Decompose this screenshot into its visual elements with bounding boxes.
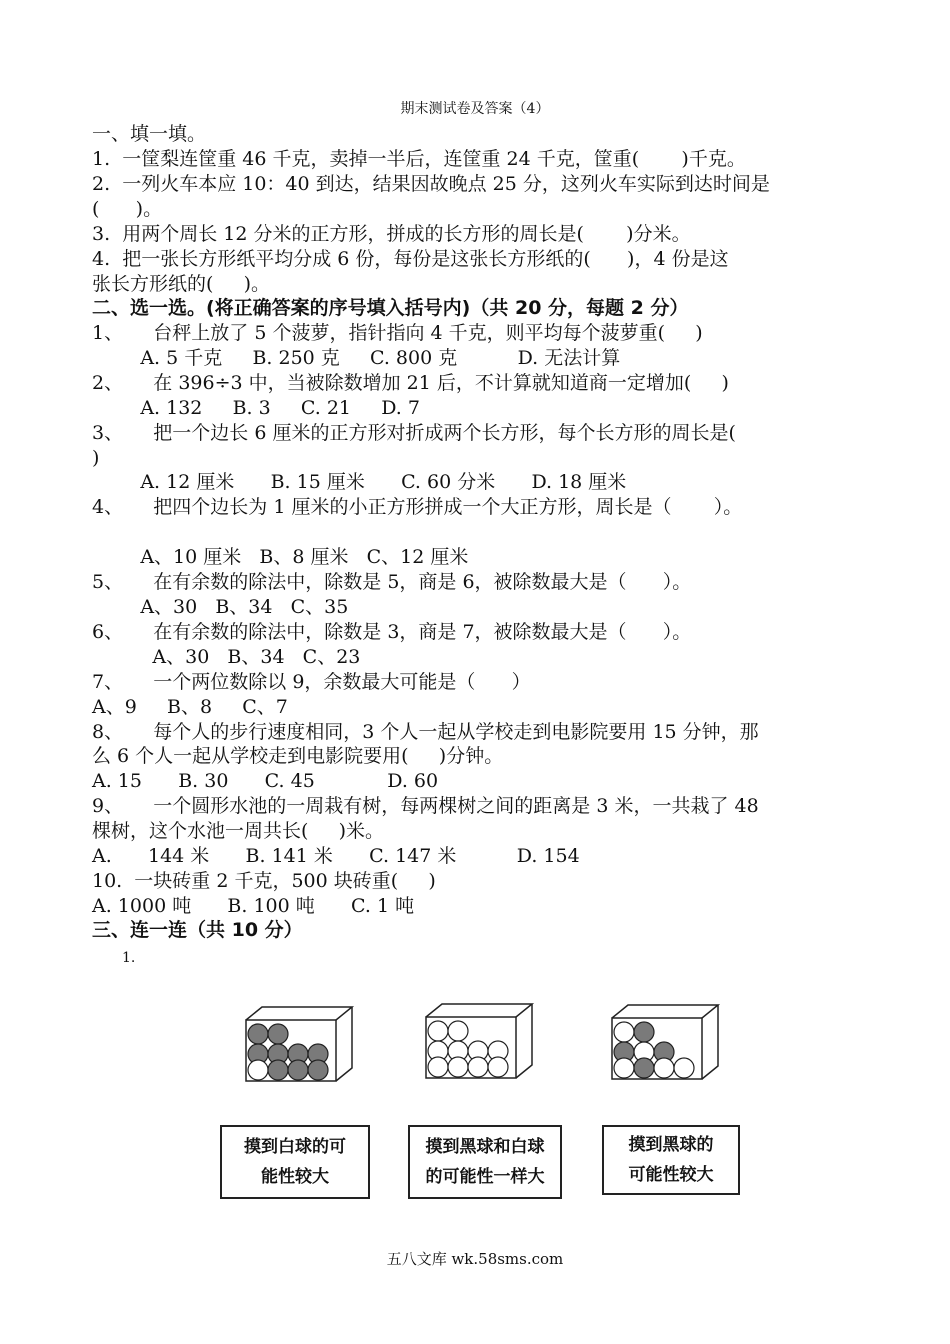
question-line: 1、 台秤上放了 5 个菠萝，指针指向 4 千克，则平均每个菠萝重( ) <box>92 322 703 344</box>
page-title: 期末测试卷及答案（4） <box>400 101 550 117</box>
question-line: 3、 把一个边长 6 厘米的正方形对折成两个长方形，每个长方形的周长是( <box>92 422 736 444</box>
question-line: 4、 把四个边长为 1 厘米的小正方形拼成一个大正方形，周长是（ ）。 <box>92 496 743 518</box>
question-line: 6、 在有余数的除法中，除数是 3，商是 7，被除数最大是（ ）。 <box>92 621 692 643</box>
options-line: A. 1000 吨 B. 100 吨 C. 1 吨 <box>92 895 415 917</box>
options-line: A. 15 B. 30 C. 45 D. 60 <box>92 770 439 792</box>
match-box-line: 摸到白球的可 <box>244 1137 346 1157</box>
footer-watermark: 五八文库 wk.58sms.com <box>386 1250 564 1268</box>
options-line: A、9 B、8 C、7 <box>92 696 288 718</box>
question-line: ( )。 <box>92 198 163 220</box>
options-line: A、30 B、34 C、23 <box>92 646 361 668</box>
question-line: 4. 把一张长方形纸平均分成 6 份，每份是这张长方形纸的( )，4 份是这 <box>92 248 729 270</box>
ball-box-2 <box>424 1002 536 1082</box>
match-box-white-likely[interactable] <box>220 1125 370 1199</box>
options-line: A、30 B、34 C、35 <box>92 596 349 618</box>
question-line: 9、 一个圆形水池的一周栽有树，每两棵树之间的距离是 3 米，一共栽了 48 <box>92 795 759 817</box>
question-line: 棵树，这个水池一周共长( )米。 <box>92 820 385 842</box>
match-box-equal-likely[interactable] <box>408 1125 562 1199</box>
options-line: A. 144 米 B. 141 米 C. 147 米 D. 154 <box>92 845 580 867</box>
question-line: 10. 一块砖重 2 千克，500 块砖重( ) <box>92 870 436 892</box>
question-line: 么 6 个人一起从学校走到电影院要用( )分钟。 <box>92 745 504 767</box>
options-line: A. 5 千克 B. 250 克 C. 800 克 D. 无法计算 <box>92 347 621 369</box>
options-line: A. 12 厘米 B. 15 厘米 C. 60 分米 D. 18 厘米 <box>92 471 627 493</box>
question-line: 3. 用两个周长 12 分米的正方形，拼成的长方形的周长是( )分米。 <box>92 223 691 245</box>
match-box-black-likely[interactable] <box>602 1125 740 1195</box>
ball-box-1 <box>244 1005 356 1085</box>
balls <box>248 1024 328 1080</box>
balls <box>428 1021 508 1077</box>
section1-heading: 一、填一填。 <box>92 123 207 145</box>
question-line: 1. 一筐梨连筐重 46 千克，卖掉一半后，连筐重 24 千克，筐重( )千克。 <box>92 148 746 170</box>
question-line: 8、 每个人的步行速度相同，3 个人一起从学校走到电影院要用 15 分钟，那 <box>92 721 759 743</box>
match-box-line: 可能性较大 <box>628 1165 714 1185</box>
options-line: A、10 厘米 B、8 厘米 C、12 厘米 <box>92 546 469 568</box>
match-box-line: 的可能性一样大 <box>425 1167 545 1187</box>
match-box-line: 能性较大 <box>261 1167 329 1187</box>
question-line: 5、 在有余数的除法中，除数是 5，商是 6，被除数最大是（ ）。 <box>92 571 692 593</box>
section3-heading: 三、连一连（共 10 分） <box>92 919 303 941</box>
question-line: 2. 一列火车本应 10：40 到达，结果因故晚点 25 分，这列火车实际到达时间是 <box>92 173 770 195</box>
question-line: 张长方形纸的( )。 <box>92 273 271 295</box>
section2-heading: 二、选一选。(将正确答案的序号填入括号内)（共 20 分，每题 2 分） <box>92 297 689 319</box>
question-line: ) <box>92 447 100 469</box>
match-box-line: 摸到黑球和白球 <box>425 1137 545 1157</box>
question-line: 7、 一个两位数除以 9，余数最大可能是（ ） <box>92 671 531 693</box>
balls <box>614 1022 694 1078</box>
item-number: 1. <box>122 950 136 966</box>
options-line: A. 132 B. 3 C. 21 D. 7 <box>92 397 420 419</box>
question-line: 2、 在 396÷3 中，当被除数增加 21 后，不计算就知道商一定增加( ) <box>92 372 729 394</box>
match-box-line: 摸到黑球的 <box>628 1135 714 1155</box>
ball-box-3 <box>610 1003 722 1083</box>
